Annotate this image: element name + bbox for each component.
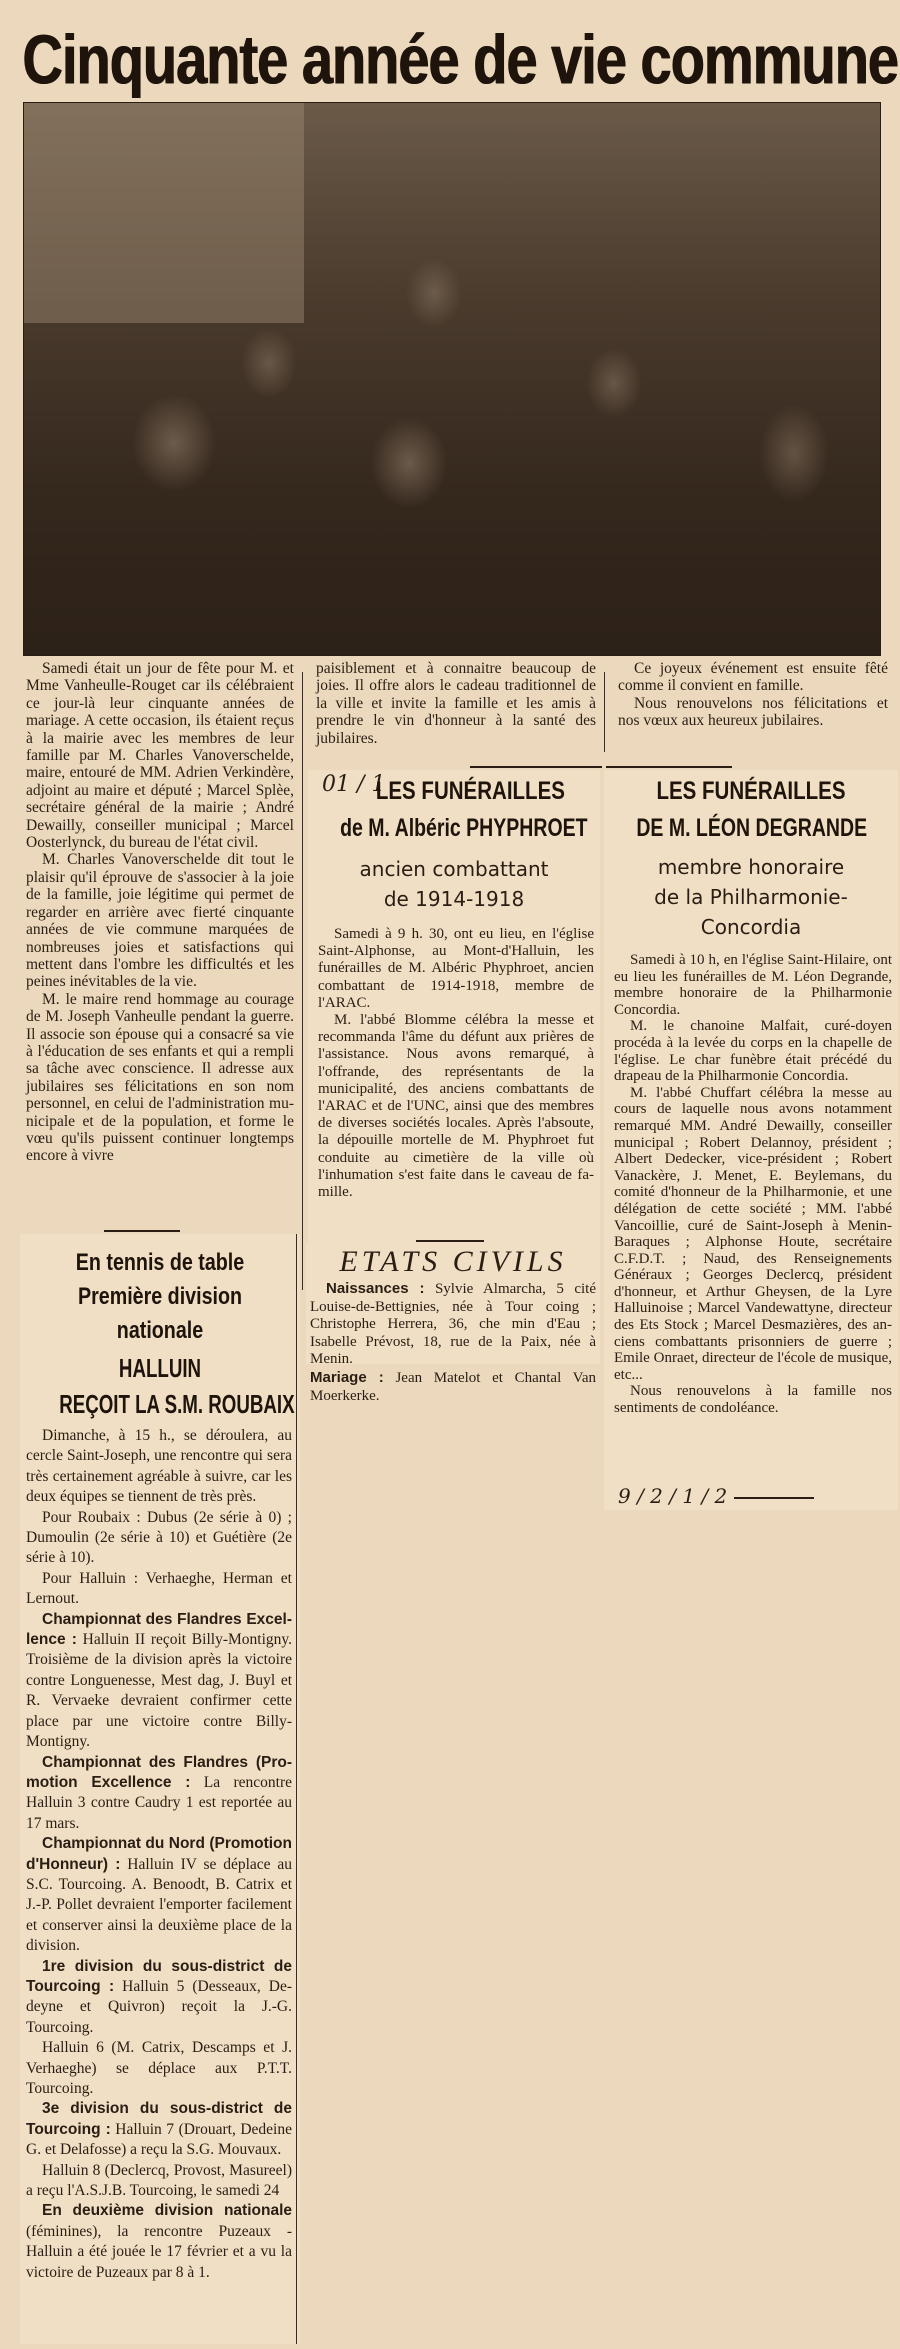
tennis-text: La rencontre Halluin 3 contre Caudry 1 est reportée au 17 mars. [26, 1773, 292, 1832]
etats-civils [306, 1244, 600, 1404]
anniversary-paragraph: M. le maire rend hommage au courage de M. Joseph Vanheulle pendant la guerre. Il associe son épouse qui a consacré sa vie à l'éducation de ses enfants et qui a rempli sa tâche avec conscience. Il adresse aux jubilaires ses félicitations en son nom personnel, en celui de l'administration municipale et de la population, et forme le vœu qu'ils puissent continuer longtemps encore à vivre [26, 990, 294, 1165]
degrande-paragraph: M. le chanoine Malfait, curé-doyen procéda à la levée du corps en la chapelle de l'église. Le char funèbre était précédé du drapeau de la Philharmonie Concordia. [614, 1018, 892, 1085]
tennis-text: Halluin 7 (Drouart, Dedeine G. et Delafosse) a reçu la S.G. Mouvaux. [26, 2120, 292, 2159]
tennis-text: Halluin II reçoit Billy-Montigny. Troisième de la division après la victoire contre Longuenesse, Mest dag, J. Buyl et R. Vervaeke devraient confirmer cette place par une victoire contre Billy-Montigny. [26, 1631, 292, 1751]
anniversary-paragraph: Samedi était un jour de fête pour M. et Mme Vanheulle-Rouget car ils célébraient ce jour-là leur cinquante années de mariage. A cette occasion, ils étaient reçus à la mairie avec les membres de leur famille par M. Charles Vanoverschelde, maire, entouré de MM. Adrien Verkindère, adjoint au maire et député ; Marcel Splèe, secrétaire général de la mairie ; André Dewailly, conseiller municipal ; Marcel Oosterlynck, du bureau de l'état civil. [26, 660, 294, 852]
phyphroet-title-line1: LES FUNÉRAILLES [375, 777, 565, 805]
tennis-text: Pour Halluin : Verhaeghe, Herman et Lernout. [26, 1569, 292, 1608]
phyphroet-subtitle-line: ancien combattant [359, 857, 549, 881]
tennis-title-line: En tennis de table [75, 1249, 245, 1276]
tennis-body [26, 1426, 292, 2283]
degrande-subtitle-line: Concordia [700, 915, 802, 939]
handwritten-date [618, 1484, 814, 1508]
etats-civils-body [310, 1280, 596, 1405]
degrande-paragraph: M. l'abbé Chuffart célébra la messe au cours de laquelle nous avons notamment remarqué MM. André Dewailly, conseiller municipal ; Robert Delannoy, président ; Albert Dedecker, vice-président ; Robert Vanackère, J. Menet, E. Beylemans, du comité d'honneur de la Philharmonie, et une délégation de cette société ; MM. l'abbé Vancoillie, curé de Saint-Joseph à Menin-Baraques ; Alphonse Houte, secrétaire C.F.D.T. ; Naud, des Renseignements Généraux ; Georges Declercq, président d'honneur, et Arthur Gheysen, de la Lyre Halluinoise ; Marcel Vandewattyne, directeur des Ets Stock ; Marcel Desmazières, des anciens combattants prisonniers de guerre ; Emile Onraet, directeur de l'école de musique, etc... [614, 1084, 892, 1383]
tennis-subtitle [59, 1350, 295, 1422]
anniversary-paragraph: Nous renouvelons nos félicitations et nos vœux aux heureux jubilaires. [618, 694, 888, 730]
divider [606, 766, 732, 768]
tennis-text: (féminines), la rencontre Puzeaux - Halluin a été jouée le 17 février et a vu la victoire de Puzeaux par 8 à 1. [26, 2222, 292, 2281]
phyphroet-body [318, 926, 594, 1201]
anniversary-col1 [26, 660, 294, 1165]
degrande-article [604, 770, 898, 1510]
phyphroet-paragraph: Samedi à 9 h. 30, ont eu lieu, en l'église Saint-Alphonse, au Mont-d'Halluin, les funérailles de M. Albéric Phyphroet, ancien combattant de 1914-1918, membre de l'ARAC. [318, 926, 594, 1011]
tennis-subtitle-line: REÇOIT LA S.M. ROUBAIX [59, 1389, 295, 1419]
tennis-text: Halluin 5 (Desseaux, Dedeyne et Quivron) reçoit la J.-G. Tourcoing. [26, 1977, 292, 2036]
etats-lead: Mariage : [310, 1368, 384, 1386]
tennis-lead: Championnat des Flandres (Promotion Excellence : [26, 1753, 292, 1791]
anniversary-paragraph: M. Charles Vanoverschelde dit tout le plaisir qu'il éprouve de s'associer à la joie de la famille, joie légitime qui permet de regarder en arrière avec fierté cinquante années de vie commune marquées de nombreuses joies et satisfactions qui mettent dans l'ombre les difficultés et les peines inévitables de la vie. [26, 851, 294, 991]
tennis-lead: En deuxième division nationale [42, 2202, 292, 2220]
tennis-text: Halluin IV se déplace au S.C. Tourcoing. A. Benoodt, B. Catrix et J.-P. Pollet devraient l'emporter facilement et conserver ainsi la deuxième place de la division. [26, 1855, 292, 1955]
anniversary-paragraph: Ce joyeux événement est ensuite fêté comme il convient en famille. [618, 660, 888, 695]
tennis-text: Halluin 6 (M. Catrix, Descamps et J. Verhaeghe) se déplace aux P.T.T. Tourcoing. [26, 2039, 292, 2097]
divider [470, 766, 602, 768]
tennis-lead: Championnat des Flandres Excellence : [26, 1610, 292, 1649]
etats-civils-title: ETATS CIVILS [339, 1245, 567, 1278]
degrande-subtitle [604, 852, 898, 942]
tennis-subtitle-line: HALLUIN [118, 1353, 202, 1383]
phyphroet-subtitle-line: de 1914-1918 [383, 887, 525, 911]
phyphroet-subtitle [308, 854, 600, 914]
etats-lead: Naissances : [326, 1280, 425, 1297]
handwritten-date-text: 9 / 2 / 1 / 2 [618, 1484, 728, 1508]
tennis-text: Dimanche, à 15 h., se déroulera, au cercle Saint-Joseph, une rencontre qui sera très certainement agréable à suivre, car les deux équipes se tiennent de très près. [26, 1427, 292, 1506]
tennis-lead: 3e division du sous-district de Tourcoing : [26, 2100, 292, 2138]
degrande-title-line2: DE M. LÉON DEGRANDE [636, 814, 868, 842]
tennis-title [45, 1246, 275, 1348]
anniversary-paragraph: paisiblement et à connaitre beaucoup de joies. Il offre alors le cadeau traditionnel de la ville et invite la famille et les amis à prendre le vin d'honneur à la santé des jubilaires. [316, 660, 596, 747]
phyphroet-title-line2: de M. Albéric PHYPHROET [340, 814, 588, 842]
tennis-title-line: nationale [116, 1317, 204, 1344]
tennis-text: Halluin 8 (Declercq, Provost, Masureel) a reçu l'A.S.J.B. Tourcoing, le samedi 24 [26, 2161, 292, 2200]
headline: Cinquante année de vie commune [22, 19, 898, 99]
degrande-paragraph: Nous renouvelons à la famille nos sentiments de condoléance. [614, 1383, 892, 1417]
handwritten-note: 01 / 1 [322, 772, 386, 797]
tennis-lead: Championnat du Nord (Promotion d'Honneur) : [26, 1835, 292, 1873]
tennis-title-line: Première division [77, 1283, 243, 1310]
anniversary-col3 [618, 660, 888, 730]
tennis-text: Pour Roubaix : Dubus (2e série à 0) ; Dumoulin (2e série à 10) et Guétière (2e série à 10). [26, 1508, 292, 1567]
phyphroet-article [308, 770, 600, 1254]
etats-text: Sylvie Almarcha, 5 cité Louise-de-Bettignies, née à Tour coing ; Christophe Herrera, 36, che min d'Eau ; Isabelle Prévost, 18, rue de la Paix, née à Menin. [310, 1281, 596, 1368]
column-rule [302, 672, 303, 1290]
tennis-article [20, 1234, 300, 2344]
degrande-paragraph: Samedi à 10 h, en l'église Saint-Hilaire, ont eu lieu les funérailles de M. Léon Degrande, membre honoraire de la Philharmonie Concordia. [614, 952, 892, 1018]
degrande-body [614, 952, 892, 1417]
handwritten-underline [734, 1497, 814, 1499]
degrande-title-line1: LES FUNÉRAILLES [656, 777, 846, 805]
photo-background-wall [24, 103, 304, 323]
column-rule [296, 1234, 297, 2344]
group-photo [23, 102, 881, 656]
etats-text: Jean Matelot et Chantal Van Moerkerke. [310, 1369, 596, 1404]
tennis-lead: 1re division du sous-district de Tourcoing : [26, 1957, 292, 1995]
divider [104, 1230, 180, 1232]
divider [416, 1240, 484, 1242]
degrande-subtitle-line: de la Philharmonie- [654, 885, 848, 909]
anniversary-col2 [316, 660, 596, 747]
degrande-subtitle-line: membre honoraire [657, 855, 845, 879]
column-rule [604, 672, 605, 752]
phyphroet-paragraph: M. l'abbé Blomme célébra la messe et recommanda l'âme du défunt aux prières de l'assistance. Nous avons remarqué, à l'offrande, des représentants de la municipalité, des anciens combattants de l'ARAC et de l'UNC, ainsi que des membres de diverses sociétés locales. Après l'absoute, la dépouille mortelle de M. Phyphroet fut conduite au cimetière de la ville où l'inhumation s'est faite dans le caveau de famille. [318, 1012, 594, 1201]
